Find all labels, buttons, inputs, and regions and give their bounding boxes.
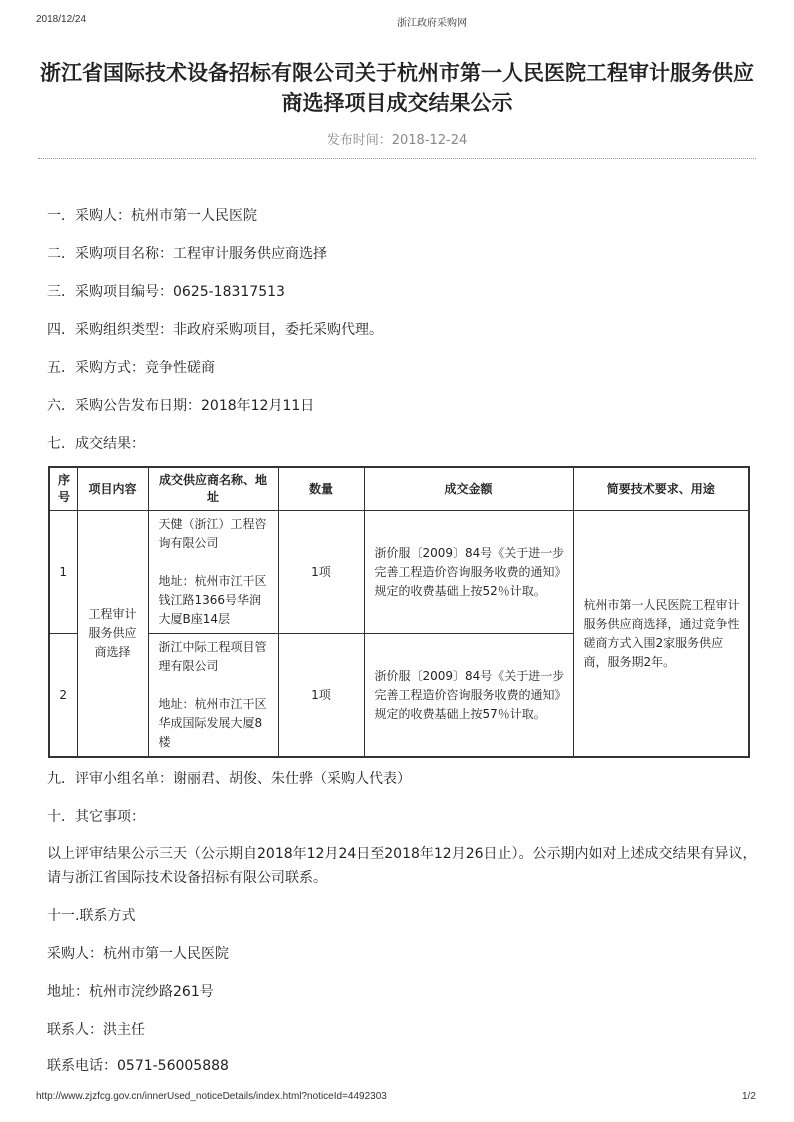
page-number: 1/2 [742,1091,756,1102]
supplier-cell [148,634,278,758]
row-no: 1 [49,511,77,634]
result-table [48,466,750,758]
jury-list: 九．评审小组名单：谢丽君、胡俊、朱仕骅（采购人代表） [47,771,411,787]
header-tech: 简要技术要求、用途 [573,467,749,511]
tech-cell [573,511,749,758]
print-date: 2018/12/24 [36,14,87,25]
amount-text: 浙价服〔2009〕84号《关于进一步完善工程造价咨询服务收费的通知》规定的收费基础上按57％计取。 [374,668,565,721]
item-project-name: 二．采购项目名称：工程审计服务供应商选择 [47,246,327,262]
project-content: 工程审计服务供应商选择 [77,511,148,758]
contact-address: 地址：杭州市浣纱路261号 [47,984,214,1000]
publish-time: 发布时间：2018-12-24 [326,133,468,148]
contact-phone: 联系电话：0571-56005888 [47,1058,229,1074]
table-header-row [49,467,749,511]
header-no: 序号 [49,467,77,511]
header-supplier: 成交供应商名称、地址 [148,467,278,511]
item-publish-date: 六．采购公告发布日期：2018年12月11日 [47,398,315,414]
contact-buyer: 采购人：杭州市第一人民医院 [47,946,229,962]
other-text: 以上评审结果公示三天（公示期自2018年12月24日至2018年12月26日止）。公示期内如对上述成交结果有异议，请与浙江省国际技术设备招标有限公司联系。 [47,846,757,886]
supplier-cell [148,511,278,634]
item-org-type: 四．采购组织类型：非政府采购项目，委托采购代理。 [47,322,383,338]
row-no: 2 [49,634,77,758]
page-title: 浙江省国际技术设备招标有限公司关于杭州市第一人民医院工程审计服务供应商选择项目成交结果公示 [40,61,754,115]
other-title: 十．其它事项： [47,809,145,825]
supplier-address: 地址：杭州市江干区钱江路1366号华润大厦B座14层 [158,574,267,626]
item-project-number: 三．采购项目编号：0625-18317513 [47,284,285,300]
item-buyer: 一．采购人：杭州市第一人民医院 [47,208,257,224]
supplier-name: 天健（浙江）工程咨询有限公司 [158,517,267,550]
item-result-title: 七．成交结果： [47,436,145,452]
item-method: 五．采购方式：竞争性磋商 [47,360,215,376]
amount-text: 浙价服〔2009〕84号《关于进一步完善工程造价咨询服务收费的通知》规定的收费基础上按52％计取。 [374,545,565,598]
page-url: http://www.zjzfcg.gov.cn/innerUsed_noticeDetails/index.html?noticeId=4492303 [36,1091,387,1102]
contact-person: 联系人：洪主任 [47,1022,145,1038]
header-project: 项目内容 [77,467,148,511]
site-name: 浙江政府采购网 [397,18,467,29]
divider [38,158,756,159]
table-row [49,511,749,634]
amount-cell [364,511,573,634]
supplier-address: 地址：杭州市江干区华成国际发展大厦8楼 [158,697,267,749]
tech-text: 杭州市第一人民医院工程审计服务供应商选择，通过竞争性磋商方式入围2家服务供应商，服务期2年。 [583,597,740,669]
header-amount: 成交金额 [364,467,573,511]
header-quantity: 数量 [278,467,364,511]
quantity-cell: 1项 [278,511,364,634]
amount-cell [364,634,573,758]
quantity-cell: 1项 [278,634,364,758]
contact-title: 十一.联系方式 [47,908,136,924]
supplier-name: 浙江中际工程项目管理有限公司 [158,640,267,673]
